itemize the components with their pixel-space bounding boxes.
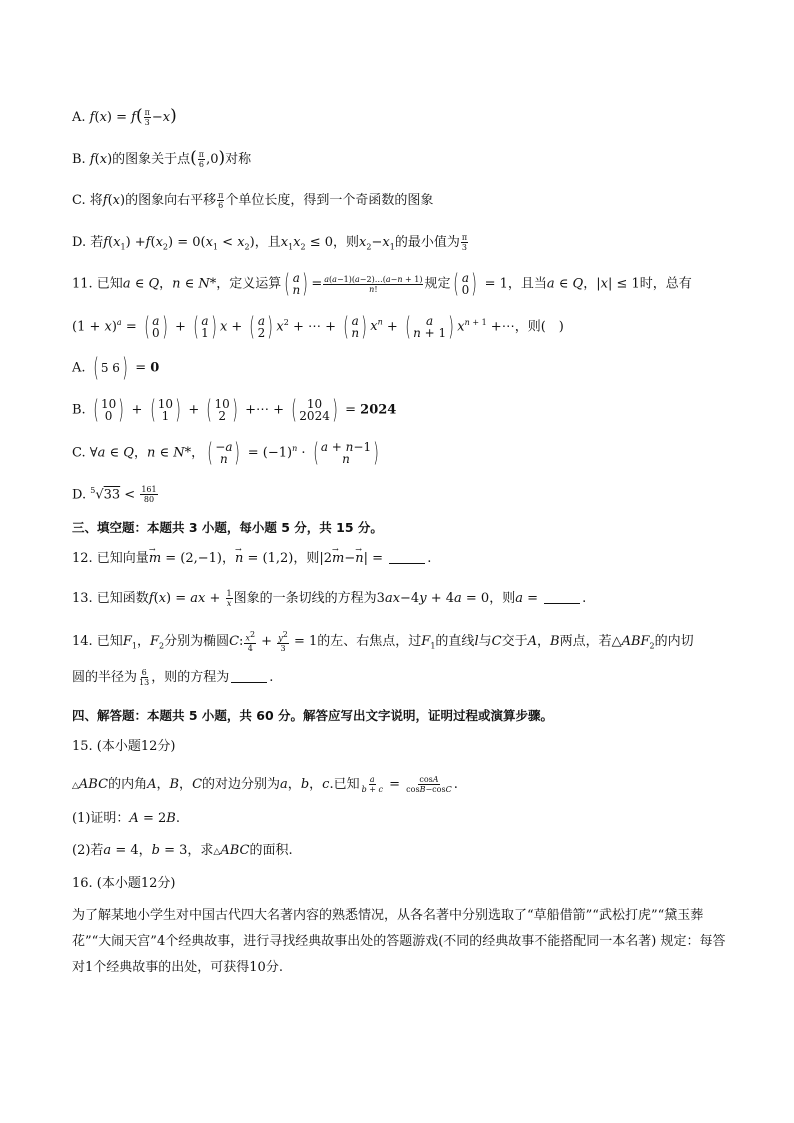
q15-part1: (1)证明：A = 2B. <box>72 811 180 826</box>
q13: 13. 已知函数f(x) = ax + $\frac{1}{x}$ 图象的一条切线的方程为3ax−4y + 4a = 0，则a = . <box>72 589 587 608</box>
q12: 12. 已知向量→ m = (2,−1)，→ n = (1,2)，则|2→ m−→ n| = . <box>72 549 734 569</box>
q11-stem-line1: 11. 已知a ∈ Q，n ∈ N*，定义运算 ( a n ) = $\frac{a(a-1)(a-2)\dots(a-n + 1)}{n!}$ 规定 ( a 0 ) = 1，且当a ∈ Q，|x| ≤ 1时，总有 <box>72 269 692 299</box>
q16-header: 16. (本小题12分) <box>72 876 176 891</box>
section-4-title: 四、解答题：本题共 5 小题，共 60 分。解答应写出文字说明，证明过程或演算步骤。 <box>72 708 554 723</box>
q11-stem-line2: $(1 + x)^a$ = ( a 0 ) + ( a 1 ) x + ( a 2 ) $x^2$ + ⋯ + ( a n ) $x^n$ + ( a n + 1 ) $x^{n + 1}$ +⋯，则( ) <box>72 311 564 342</box>
q10-option-a: A. f(x) = f( $\frac{\pi}{3}$ −x) <box>72 106 177 127</box>
q14-line1: 14. 已知$F_1$，$F_2$分别为椭圆C: $\frac{x^2}{4}$ + $\frac{y^2}{3}$ = 1的左、右焦点，过$F_1$的直线l与C交于A，B两点，若$\triangle ABF_2$的内切 <box>72 630 694 653</box>
q10-option-b: B. f(x)的图象关于点( $\frac{\pi}{6}$ ,0)对称 <box>72 148 252 169</box>
q16-body: 为了解某地小学生对中国古代四大名著内容的熟悉情况，从各名著中分别选取了“草船借箭”“武松打虎”“黛玉葬花”“大闹天宫”4个经典故事，进行寻找经典故事出处的答题游戏(不同的经典故事不能搭配同一本名著) 规定：每答对1个经典故事的出处，可获得10分. <box>72 908 726 975</box>
q13-answer-blank[interactable] <box>544 603 580 604</box>
q12-answer-blank[interactable] <box>389 563 425 564</box>
q15-part2: (2)若a = 4，b = 3，求△ABC的面积. <box>72 843 293 858</box>
q14-line2: 圆的半径为 $\frac{6}{13}$ ，则的方程为 . <box>72 668 274 687</box>
q10-option-d: D. 若$f(x_1) +f(x_2) = 0(x_1 < x_2)$，且$x_1x_2 \le 0$，则$x_2-x_1$的最小值为 $\frac{\pi}{3}$ <box>72 233 468 252</box>
section-3-title: 三、填空题：本题共 3 小题，每小题 5 分，共 15 分。 <box>72 520 383 535</box>
q11-option-b: B. ( 10 0 ) + ( 10 1 ) + ( 10 2 ) +⋯ + ( 10 2024 ) = 2024 <box>72 395 397 425</box>
q11-option-c: C. ∀a ∈ Q，n ∈ N*， ( −a n ) = $(-1)^n$ · ( a + n−1 n ) <box>72 437 379 468</box>
q11-option-a: A. ( 5 6 ) = 0 <box>72 353 160 383</box>
q15-header: 15. (本小题12分) <box>72 739 176 754</box>
q14-answer-blank[interactable] <box>231 682 267 683</box>
q10-option-c: C. 将f(x)的图象向右平移 $\frac{\pi}{6}$ 个单位长度，得到一个奇函数的图象 <box>72 191 434 210</box>
q11-option-d: D. $^5$√33 < $\frac{161}{80}$ <box>72 485 157 505</box>
q15-stem: △ABC的内角A，B，C的对边分别为a，b，c.已知 $\frac{a}{b + c}$ = $\frac{\cos A}{\cos B-\cos C}$ . <box>72 775 458 794</box>
